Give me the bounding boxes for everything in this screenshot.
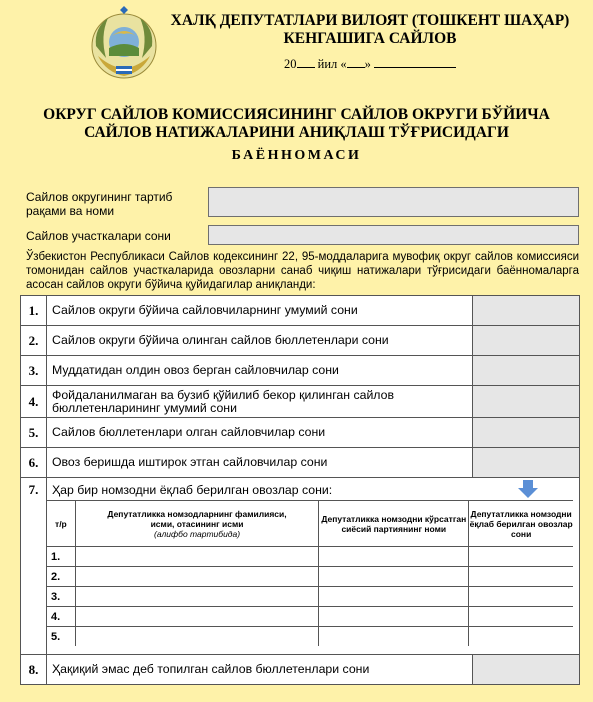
candidate-party-field[interactable]: [319, 607, 469, 627]
date-mid: »: [364, 57, 371, 71]
row-label: Сайлов округи бўйича олинган сайлов бюллетенлари сони: [46, 326, 473, 356]
candidate-party-field[interactable]: [319, 547, 469, 567]
table-row: [21, 326, 580, 356]
candidate-party-field[interactable]: [319, 567, 469, 587]
candidate-name-field[interactable]: [75, 627, 318, 647]
candidate-votes-field[interactable]: [469, 627, 573, 647]
row-number: 1.: [21, 296, 47, 326]
row-value-field[interactable]: [473, 655, 580, 685]
row-number: 3.: [21, 356, 47, 386]
candidate-votes-field[interactable]: [469, 567, 573, 587]
row-label: Сайлов округи бўйича сайловчиларнинг умумий сони: [46, 296, 473, 326]
row-value-field[interactable]: [473, 386, 580, 418]
candidate-row: [47, 627, 573, 647]
candidates-table: [47, 500, 573, 646]
candidate-name-field[interactable]: [75, 587, 318, 607]
candidates-cell: [46, 478, 579, 655]
col-header-name: [75, 501, 318, 547]
row-number: 6.: [21, 448, 47, 478]
state-emblem-icon: [86, 6, 162, 82]
candidate-votes-field[interactable]: [469, 587, 573, 607]
row-label-line1: Фойдаланилмаган ва бузиб қўйилиб бекор қилинган сайлов: [51, 387, 394, 402]
row-label: Муддатидан олдин овоз берган сайловчилар сони: [46, 356, 473, 386]
row-value-field[interactable]: [473, 326, 580, 356]
row-number: 4.: [21, 386, 47, 418]
candidate-name-field[interactable]: [75, 607, 318, 627]
candidate-votes-field[interactable]: [469, 547, 573, 567]
candidate-party-field[interactable]: [319, 627, 469, 647]
candidate-party-field[interactable]: [319, 587, 469, 607]
candidate-number: 3.: [47, 587, 75, 607]
candidates-heading-text: Ҳар бир номзодни ёқлаб берилган овозлар сони:: [51, 483, 333, 497]
candidate-number: 1.: [47, 547, 75, 567]
council-title-line2: КЕНГАШИГА САЙЛОВ: [283, 30, 457, 47]
candidates-spacer: [47, 646, 579, 654]
row-number: 5.: [21, 418, 47, 448]
month-blank[interactable]: [374, 55, 456, 68]
candidates-header-row: [47, 501, 573, 547]
candidate-name-field[interactable]: [75, 547, 318, 567]
table-row: [21, 418, 580, 448]
candidate-number: 2.: [47, 567, 75, 587]
col-header-name-note: (алифбо тартибида): [153, 528, 241, 539]
intro-paragraph: Ўзбекистон Республикаси Сайлов кодексининг 22, 95-моддаларига мувофиқ округ сайлов комиссияси томонидан сайлов участкаларида овозларни санаб чиқиш натижалари тўғрисидаги баённомаларга асосан сайлов округи бўйича қуйидагилар аниқланди:: [26, 251, 579, 291]
col-header-name-line1: Депутатликка номзодларнинг фамилияси,: [107, 508, 287, 519]
candidate-row: [47, 587, 573, 607]
results-table: [20, 295, 580, 685]
row-value-field[interactable]: [473, 296, 580, 326]
document-title-line2: САЙЛОВ НАТИЖАЛАРИНИ АНИҚЛАШ ТЎҒРИСИДАГИ: [84, 124, 509, 141]
candidate-row: [47, 547, 573, 567]
polling-stations-field[interactable]: [208, 225, 579, 245]
date-year-word: йил «: [317, 57, 347, 71]
row-label-line2: бюллетенларининг умумий сони: [51, 400, 237, 415]
candidate-row: [47, 567, 573, 587]
row-number: 7.: [21, 478, 47, 655]
candidate-votes-field[interactable]: [469, 607, 573, 627]
candidate-number: 5.: [47, 627, 75, 647]
document-title: [0, 106, 593, 142]
table-row: [21, 356, 580, 386]
col-header-votes: Депутатликка номзодни ёқлаб берилган овозлар сони: [469, 501, 573, 547]
candidates-row: [21, 478, 580, 655]
district-number-label-line2: рақами ва номи: [26, 204, 115, 218]
district-number-label-line1: Сайлов округининг тартиб: [26, 190, 173, 204]
table-row: [21, 296, 580, 326]
document-title-line1: ОКРУГ САЙЛОВ КОМИССИЯСИНИНГ САЙЛОВ ОКРУГИ БЎЙИЧА: [43, 106, 550, 123]
row-value-field[interactable]: [473, 418, 580, 448]
row-value-field[interactable]: [473, 356, 580, 386]
district-number-label: [26, 190, 172, 218]
day-blank[interactable]: [347, 55, 365, 68]
down-arrow-icon: [517, 480, 539, 498]
council-title-line1: ХАЛҚ ДЕПУТАТЛАРИ ВИЛОЯТ (ТОШКЕНТ ШАҲАР): [170, 12, 570, 29]
district-number-field[interactable]: [208, 187, 579, 217]
row-number: 2.: [21, 326, 47, 356]
row-label: Сайлов бюллетенлари олган сайловчилар сони: [46, 418, 473, 448]
table-row: [21, 448, 580, 478]
table-row: [21, 386, 580, 418]
row-label: Ҳақиқий эмас деб топилган сайлов бюллетенлари сони: [46, 655, 473, 685]
candidate-name-field[interactable]: [75, 567, 318, 587]
date-line: [240, 55, 500, 72]
polling-stations-label: Сайлов участкалари сони: [26, 229, 171, 243]
row-value-field[interactable]: [473, 448, 580, 478]
col-header-name-line2: исми, отасининг исми: [150, 518, 244, 529]
candidate-row: [47, 607, 573, 627]
year-blank[interactable]: [297, 55, 315, 68]
date-prefix: 20: [284, 57, 297, 71]
row-label: Овоз беришда иштирок этган сайловчилар сони: [46, 448, 473, 478]
candidate-number: 4.: [47, 607, 75, 627]
council-title: [170, 12, 570, 48]
col-header-party: Депутатликка номзодни кўрсатган сиёсий партиянинг номи: [319, 501, 469, 547]
row-label: [46, 386, 473, 418]
col-header-no: т/р: [47, 501, 75, 547]
candidates-heading: [47, 478, 579, 500]
document-subtitle: БАЁННОМАСИ: [231, 148, 362, 163]
table-row: [21, 655, 580, 685]
row-number: 8.: [21, 655, 47, 685]
